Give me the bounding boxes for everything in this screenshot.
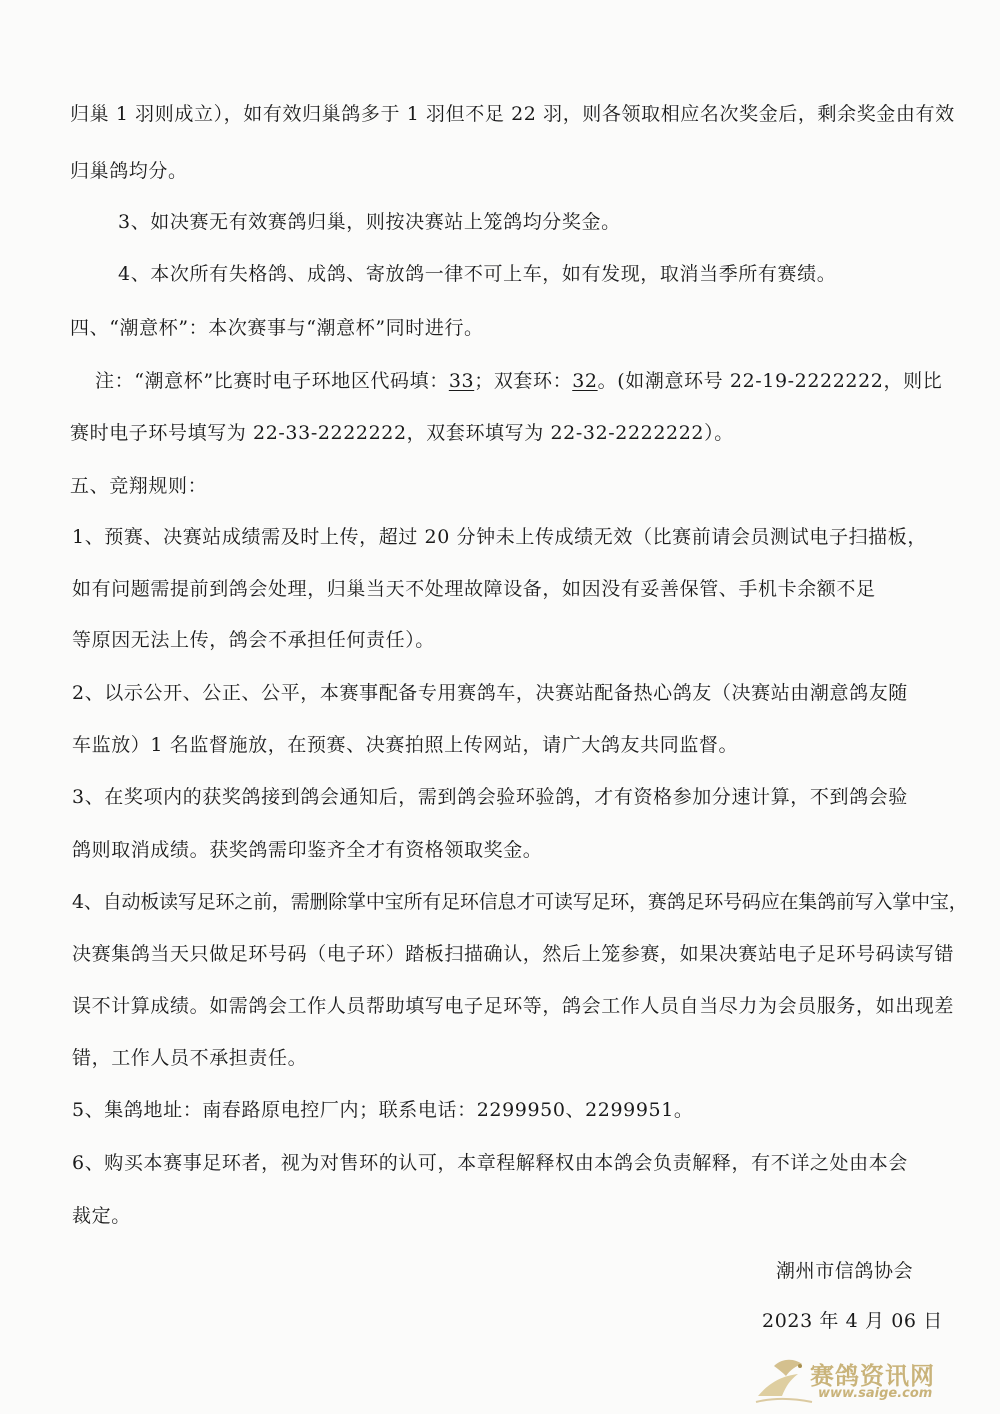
note-text-e: 。(如潮意环号 22-19-2222222，则比 — [597, 370, 943, 392]
region-code-underlined: 33 — [448, 370, 475, 392]
note-line-2: 赛时电子环号填写为 22-33-2222222，双套环填写为 22-32-2222222）。 — [70, 422, 734, 444]
rule-4b-line-4: 错，工作人员不承担责任。 — [72, 1047, 308, 1069]
rule-6-line-2: 裁定。 — [72, 1205, 131, 1227]
rule-2-line-2: 车监放）1 名监督施放，在预赛、决赛拍照上传网站，请广大鸽友共同监督。 — [72, 734, 739, 756]
watermark-name: 赛鸽资讯网 — [810, 1362, 935, 1390]
watermark-url: www.saige.com — [818, 1386, 933, 1401]
rule-3b-line-1: 3、在奖项内的获奖鸽接到鸽会通知后，需到鸽会验环验鸽，才有资格参加分速计算，不到鸽会验 — [72, 786, 908, 808]
rule-5-text: 5、集鸽地址：南春路原电控厂内；联系电话：2299950、2299951。 — [72, 1099, 694, 1121]
rule-2-line-1: 2、以示公开、公正、公平，本赛事配备专用赛鸽车，决赛站配备热心鸽友（决赛站由潮意鸽友随 — [72, 682, 908, 704]
section-5-heading: 五、竞翔规则： — [70, 475, 208, 497]
rule-1-line-2: 如有问题需提前到鸽会处理，归巢当天不处理故障设备，如因没有妥善保管、手机卡余额不足 — [72, 578, 876, 600]
signature-org: 潮州市信鸽协会 — [776, 1260, 914, 1282]
para-line-1: 归巢 1 羽则成立），如有效归巢鸽多于 1 羽但不足 22 羽，则各领取相应名次奖金后，剩余奖金由有效 — [70, 103, 955, 125]
rule-4-text: 4、本次所有失格鸽、成鸽、寄放鸽一律不可上车，如有发现，取消当季所有赛绩。 — [118, 263, 837, 285]
pigeon-logo-icon — [752, 1352, 816, 1408]
note-text-c: ；双套环： — [474, 370, 573, 392]
rule-4b-line-2: 决赛集鸽当天只做足环号码（电子环）踏板扫描确认，然后上笼参赛，如果决赛站电子足环号码读写错 — [72, 943, 955, 965]
rule-4b-line-3: 误不计算成绩。如需鸽会工作人员帮助填写电子足环等，鸽会工作人员自当尽力为会员服务，如出现差 — [72, 995, 955, 1017]
section-4-heading: 四、“潮意杯”：本次赛事与“潮意杯”同时进行。 — [70, 317, 484, 339]
watermark — [752, 1352, 962, 1408]
note-line — [95, 368, 942, 394]
signature-date: 2023 年 4 月 06 日 — [762, 1310, 943, 1332]
rule-4b-line-1: 4、自动板读写足环之前，需删除掌中宝所有足环信息才可读写足环，赛鸽足环号码应在集鸽前写入掌中宝， — [72, 891, 968, 913]
rule-6-line-1: 6、购买本赛事足环者，视为对售环的认可，本章程解释权由本鸽会负责解释，有不详之处由本会 — [72, 1152, 908, 1174]
rule-3-text: 3、如决赛无有效赛鸽归巢，则按决赛站上笼鸽均分奖金。 — [118, 211, 621, 233]
rule-1-line-3: 等原因无法上传，鸽会不承担任何责任）。 — [72, 629, 435, 651]
rule-3b-line-2: 鸽则取消成绩。获奖鸽需印鉴齐全才有资格领取奖金。 — [72, 839, 543, 861]
rule-1-line-1: 1、预赛、决赛站成绩需及时上传，超过 20 分钟未上传成绩无效（比赛前请会员测试电子扫描板， — [72, 526, 927, 548]
note-text-a: 注：“潮意杯”比赛时电子环地区代码填： — [95, 370, 449, 392]
double-ring-code-underlined: 32 — [572, 370, 598, 392]
para-line-2: 归巢鸽均分。 — [70, 160, 188, 182]
